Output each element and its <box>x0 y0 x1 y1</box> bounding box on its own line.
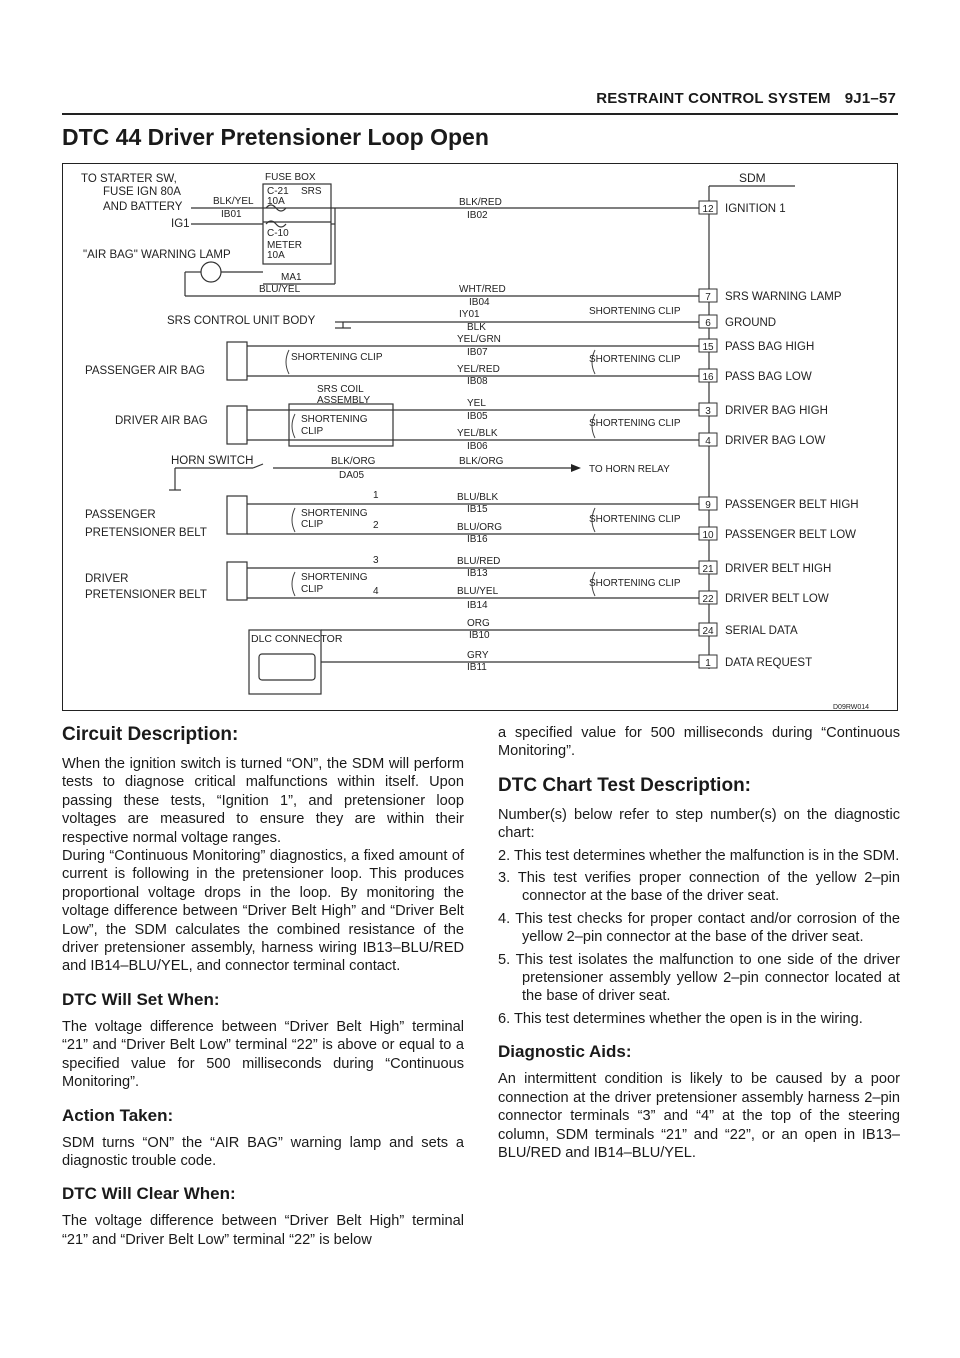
clip-label-sdm-2: SHORTENING CLIP <box>589 354 681 365</box>
sdm-pin-list <box>699 201 859 669</box>
wire-ib10: IB10 <box>469 630 490 641</box>
clip-label-sdm-4: SHORTENING CLIP <box>589 514 681 525</box>
sdm-pin-label: DRIVER BAG HIGH <box>725 405 828 417</box>
label-ig1: IG1 <box>171 218 190 230</box>
action-taken-heading: Action Taken: <box>62 1105 174 1125</box>
wire-ib02: IB02 <box>467 210 488 221</box>
pin-num-3: 3 <box>373 555 379 566</box>
dtc-will-clear <box>62 1184 464 1249</box>
label-pass-pret-2: PRETENSIONER BELT <box>85 527 207 539</box>
wire-yel-grn: YEL/GRN <box>457 334 501 345</box>
sdm-pin-label: DATA REQUEST <box>725 657 813 669</box>
clip-label-2a: SHORTENING <box>301 414 368 425</box>
label-passenger-air-bag: PASSENGER AIR BAG <box>85 365 205 377</box>
label-srs-body: SRS CONTROL UNIT BODY <box>167 315 316 327</box>
fuse-meter: METER <box>267 240 302 251</box>
fuse-10a-1: 10A <box>267 196 285 207</box>
sdm-pin-number: 6 <box>705 318 711 329</box>
dtc-will-clear-text: The voltage difference between “Driver Belt High” terminal “21” and “Driver Belt Low” terminal “22” is below <box>62 1213 464 1248</box>
wire-blu-yel-2: BLU/YEL <box>457 586 499 597</box>
circuit-description <box>62 724 464 976</box>
action-taken-text: SDM turns “ON” the “AIR BAG” warning lamp and sets a diagnostic trouble code. <box>62 1134 464 1169</box>
wire-da05: DA05 <box>339 470 365 481</box>
wire-ib11: IB11 <box>467 662 487 673</box>
wire-blu-org: BLU/ORG <box>457 522 503 533</box>
fuse-c10: C-10 <box>267 228 289 239</box>
label-horn-switch: HORN SWITCH <box>171 455 254 467</box>
sdm-pin-number: 15 <box>702 342 714 353</box>
sdm-pin-number: 24 <box>702 626 714 637</box>
sdm-pin-label: DRIVER BAG LOW <box>725 435 826 447</box>
sdm-pin-number: 16 <box>702 372 714 383</box>
sdm-pin-label: SERIAL DATA <box>725 625 798 637</box>
label-drv-pret-1: DRIVER <box>85 573 129 585</box>
clip-label-4a: SHORTENING <box>301 572 368 583</box>
clip-label-1: SHORTENING CLIP <box>291 352 383 363</box>
sdm-pin-number: 10 <box>702 530 714 541</box>
pin-num-2: 2 <box>373 520 379 531</box>
page-title: DTC 44 Driver Pretensioner Loop Open <box>62 124 489 150</box>
sdm-pin-label: PASSENGER BELT LOW <box>725 529 857 541</box>
wire-srs-coil-1: SRS COIL <box>317 384 364 395</box>
wire-ib08: IB08 <box>467 376 488 387</box>
sdm-pin-label: PASSENGER BELT HIGH <box>725 499 859 511</box>
chart-test-heading: DTC Chart Test Description: <box>498 774 752 796</box>
wire-blu-yel: BLU/YEL <box>259 284 301 295</box>
wire-blk-yel: BLK/YEL <box>213 196 254 207</box>
sdm-title: SDM <box>739 171 766 185</box>
wire-yel-blk: YEL/BLK <box>457 428 498 439</box>
sdm-pin-label: IGNITION 1 <box>725 203 786 215</box>
wire-ib15: IB15 <box>467 504 488 515</box>
chart-test-description <box>498 775 900 1028</box>
wire-wht-red: WHT/RED <box>459 284 506 295</box>
header-rule <box>62 113 898 115</box>
circuit-description-heading: Circuit Description: <box>62 724 239 745</box>
dtc-will-clear-continued-block <box>498 724 900 761</box>
pin-num-4: 4 <box>373 586 379 597</box>
wire-blk: BLK <box>467 322 486 333</box>
chart-test-intro: Number(s) below refer to step number(s) on the diagnostic chart: <box>498 806 900 842</box>
label-warning-lamp: "AIR BAG" WARNING LAMP <box>83 249 231 261</box>
page-number: 9J1–57 <box>844 90 896 107</box>
fuse-10a-2: 10A <box>267 250 285 261</box>
chart-test-step: 2. This test determines whether the malfunction is in the SDM. <box>498 847 900 864</box>
label-starter-2: FUSE IGN 80A <box>103 186 181 198</box>
dtc-will-set <box>62 990 464 1092</box>
wire-ib13: IB13 <box>467 568 488 579</box>
sdm-pin-label: PASS BAG LOW <box>725 371 812 383</box>
diagram-code: D09RW014 <box>833 704 870 711</box>
wire-blk-org: BLK/ORG <box>331 456 376 467</box>
sdm-pin-number: 12 <box>702 204 714 215</box>
fuse-srs: SRS <box>301 186 322 197</box>
sdm-pin-number: 22 <box>702 594 714 605</box>
wire-yel: YEL <box>467 398 486 409</box>
wire-srs-coil-2: ASSEMBLY <box>317 395 371 406</box>
fuse-c21: C-21 <box>267 186 289 197</box>
sdm-pin-number: 7 <box>705 292 711 303</box>
section-title: RESTRAINT CONTROL SYSTEM <box>596 90 831 107</box>
wire-ib05: IB05 <box>467 411 488 422</box>
label-starter-3: AND BATTERY <box>103 201 183 213</box>
wire-ib07: IB07 <box>467 347 488 358</box>
wire-org: ORG <box>467 618 490 629</box>
circuit-description-p2: During “Continuous Monitoring” diagnostics, a fixed amount of current is following in the pretensioner loop. This produces proportional voltage drops in the loop. By monitoring the voltage difference between “Driver Belt High” and “Driver Belt Low”, the SDM calculates the combined resistance of the driver pretensioner assembly, harness wiring IB13–BLU/RED and IB14–BLU/YEL, and connector terminal contact. <box>62 848 464 975</box>
sdm-pin-number: 4 <box>705 436 711 447</box>
wire-iy01: IY01 <box>459 309 480 320</box>
sdm-pin-label: DRIVER BELT LOW <box>725 593 829 605</box>
clip-label-2b: CLIP <box>301 426 324 437</box>
wiring-diagram <box>62 163 898 711</box>
wire-blu-blk: BLU/BLK <box>457 492 499 503</box>
dtc-will-clear-continued: a specified value for 500 milliseconds during “Continuous Monitoring”. <box>498 725 900 760</box>
wire-ib01: IB01 <box>221 209 242 220</box>
sdm-pin-number: 3 <box>705 406 711 417</box>
dtc-will-clear-heading: DTC Will Clear When: <box>62 1184 236 1204</box>
action-taken <box>62 1106 464 1171</box>
sdm-pin-label: GROUND <box>725 317 777 329</box>
right-column <box>498 724 900 1176</box>
wire-gry: GRY <box>467 650 489 661</box>
wire-yel-red: YEL/RED <box>457 364 500 375</box>
wire-blk-red: BLK/RED <box>459 197 502 208</box>
page-header <box>596 90 896 107</box>
wire-ib04: IB04 <box>469 297 490 308</box>
label-drv-pret-2: PRETENSIONER BELT <box>85 589 207 601</box>
clip-label-sdm-5: SHORTENING CLIP <box>589 578 681 589</box>
sdm-pin-number: 1 <box>705 658 711 669</box>
diagnostic-aids-text: An intermittent condition is likely to be caused by a poor connection at the driver pretensioner assembly harness 2–pin connector terminals “3” and “4” at the top of the steering column, SDM terminals “21” and “22”, or an open in IB13–BLU/RED and IB14–BLU/YEL. <box>498 1071 900 1161</box>
circuit-description-p1: When the ignition switch is turned “ON”, the SDM will perform tests to diagnose critical malfunctions within itself. Upon passing these tests, “Ignition 1”, and pretensioner loop voltages are measured to ensure they are within their respective normal voltage ranges. <box>62 756 464 846</box>
diagnostic-aids <box>498 1042 900 1162</box>
pin-num-1: 1 <box>373 490 379 501</box>
clip-label-3b: CLIP <box>301 519 324 530</box>
sdm-pin-label: PASS BAG HIGH <box>725 341 815 353</box>
clip-label-4b: CLIP <box>301 584 324 595</box>
diagnostic-aids-heading: Diagnostic Aids: <box>498 1042 632 1062</box>
dtc-will-set-heading: DTC Will Set When: <box>62 989 220 1009</box>
wire-ib14: IB14 <box>467 600 488 611</box>
sdm-pin-number: 21 <box>702 564 714 575</box>
chart-test-step: 3. This test verifies proper connection of the yellow 2–pin connector at the base of the driver seat. <box>498 870 900 905</box>
dtc-will-set-text: The voltage difference between “Driver Belt High” terminal “21” and “Driver Belt Low” terminal “22” is above or equal to a specified value for 500 milliseconds during “Continuous Monitoring”. <box>62 1018 464 1091</box>
clip-label-3a: SHORTENING <box>301 508 368 519</box>
clip-label-sdm-1: SHORTENING CLIP <box>589 306 681 317</box>
wire-blk-org-2: BLK/ORG <box>459 456 504 467</box>
wire-ib16: IB16 <box>467 534 488 545</box>
wire-ib06: IB06 <box>467 441 488 452</box>
label-pass-pret-1: PASSENGER <box>85 509 156 521</box>
left-column <box>62 724 464 1263</box>
chart-test-step: 6. This test determines whether the open is in the wiring. <box>498 1010 863 1027</box>
fuse-box-title: FUSE BOX <box>265 172 316 183</box>
wire-ma1: MA1 <box>281 272 302 283</box>
wire-horn-relay: TO HORN RELAY <box>589 464 670 475</box>
label-starter-1: TO STARTER SW, <box>81 173 177 185</box>
sdm-pin-label: DRIVER BELT HIGH <box>725 563 832 575</box>
chart-test-step: 5. This test isolates the malfunction to one side of the driver pretensioner assembly yellow 2–pin connector located at the base of driver seat. <box>498 951 900 1005</box>
chart-test-step: 4. This test checks for proper contact and/or corrosion of the yellow 2–pin connector at the base of the driver seat. <box>498 910 900 946</box>
label-driver-air-bag: DRIVER AIR BAG <box>115 415 208 427</box>
wiring-diagram-svg <box>63 164 899 712</box>
wire-blu-red: BLU/RED <box>457 556 501 567</box>
clip-label-sdm-3: SHORTENING CLIP <box>589 418 681 429</box>
label-dlc: DLC CONNECTOR <box>251 633 343 645</box>
sdm-pin-number: 9 <box>705 500 711 511</box>
sdm-pin-label: SRS WARNING LAMP <box>725 291 842 303</box>
